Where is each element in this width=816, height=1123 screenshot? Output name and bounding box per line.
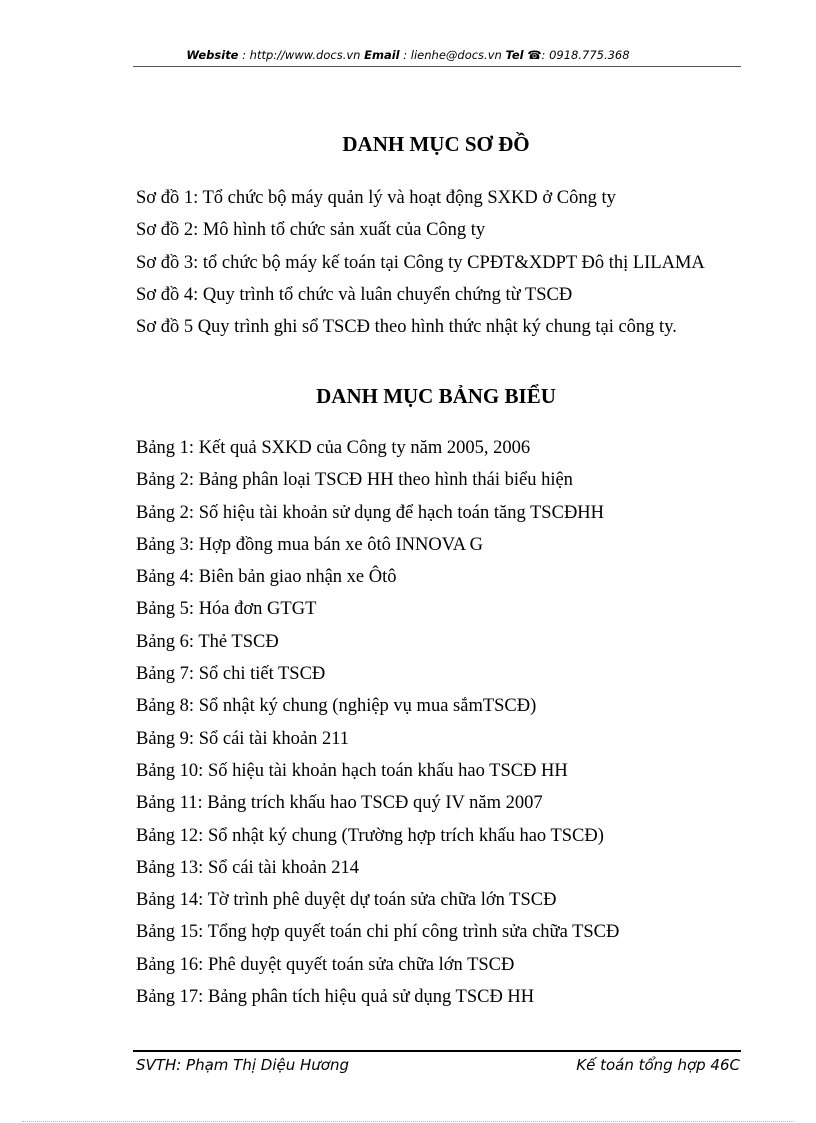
diagram-list-item: Sơ đồ 1: Tổ chức bộ máy quản lý và hoạt động SXKD ở Công ty <box>136 188 616 208</box>
table-list-item: Bảng 15: Tổng hợp quyết toán chi phí công trình sửa chữa TSCĐ <box>136 922 620 943</box>
footer-student: SVTH: Phạm Thị Diệu Hương <box>136 1056 349 1074</box>
diagram-list-title: DANH MỤC SƠ ĐỒ <box>342 132 530 156</box>
table-list-item: Bảng 7: Sổ chi tiết TSCĐ <box>136 664 326 685</box>
email-label: Email <box>364 48 400 62</box>
diagram-list-item: Sơ đồ 2: Mô hình tổ chức sản xuất của Công ty <box>136 220 486 241</box>
table-list-item: Bảng 2: Bảng phân loại TSCĐ HH theo hình thái biểu hiện <box>136 470 573 491</box>
page-bottom-border <box>22 1121 794 1122</box>
website-value: : http://www.docs.vn <box>238 48 365 62</box>
table-list-item: Bảng 14: Tờ trình phê duyệt dự toán sửa chữa lớn TSCĐ <box>136 890 557 911</box>
table-list-item: Bảng 6: Thẻ TSCĐ <box>136 631 279 652</box>
table-list-item: Bảng 1: Kết quả SXKD của Công ty năm 2005, 2006 <box>136 438 531 458</box>
website-label: Website <box>186 48 239 62</box>
table-list-item: Bảng 5: Hóa đơn GTGT <box>136 599 317 620</box>
header-divider <box>133 66 741 67</box>
tel-label: Tel <box>505 48 524 62</box>
email-value: : lienhe@docs.vn <box>399 48 506 62</box>
table-list <box>136 437 619 1018</box>
table-list-item: Bảng 16: Phê duyệt quyết toán sửa chữa lớn TSCĐ <box>136 954 515 975</box>
table-list-item: Bảng 17: Bảng phân tích hiệu quả sử dụng TSCĐ HH <box>136 987 535 1008</box>
table-list-title: DANH MỤC BẢNG BIỂU <box>316 384 556 408</box>
table-list-item: Bảng 12: Sổ nhật ký chung (Trường hợp trích khấu hao TSCĐ) <box>136 825 604 846</box>
diagram-list-item: Sơ đồ 3: tổ chức bộ máy kế toán tại Công ty CPĐT&XDPT Đô thị LILAMA <box>136 252 705 273</box>
table-list-item: Bảng 3: Hợp đồng mua bán xe ôtô INNOVA G <box>136 534 484 555</box>
phone-icon: ☎ <box>527 48 542 62</box>
table-list-item: Bảng 2: Số hiệu tài khoản sử dụng để hạch toán tăng TSCĐHH <box>136 502 605 523</box>
footer-divider <box>133 1050 741 1052</box>
table-list-item: Bảng 4: Biên bản giao nhận xe Ôtô <box>136 567 397 588</box>
page-header <box>0 48 816 62</box>
diagram-list <box>136 187 705 348</box>
table-list-item: Bảng 13: Sổ cái tài khoản 214 <box>136 857 359 878</box>
tel-value: : 0918.775.368 <box>541 48 630 62</box>
table-list-item: Bảng 10: Số hiệu tài khoản hạch toán khấu hao TSCĐ HH <box>136 760 568 781</box>
table-list-item: Bảng 8: Sổ nhật ký chung (nghiệp vụ mua sắmTSCĐ) <box>136 696 537 717</box>
footer-class: Kế toán tổng hợp 46C <box>576 1056 740 1074</box>
diagram-list-item: Sơ đồ 5 Quy trình ghi sổ TSCĐ theo hình thức nhật ký chung tại công ty. <box>136 317 677 338</box>
diagram-list-item: Sơ đồ 4: Quy trình tổ chức và luân chuyển chứng từ TSCĐ <box>136 284 573 305</box>
table-list-item: Bảng 11: Bảng trích khấu hao TSCĐ quý IV năm 2007 <box>136 793 543 814</box>
table-list-item: Bảng 9: Sổ cái tài khoản 211 <box>136 728 350 749</box>
page-footer <box>136 1056 740 1074</box>
